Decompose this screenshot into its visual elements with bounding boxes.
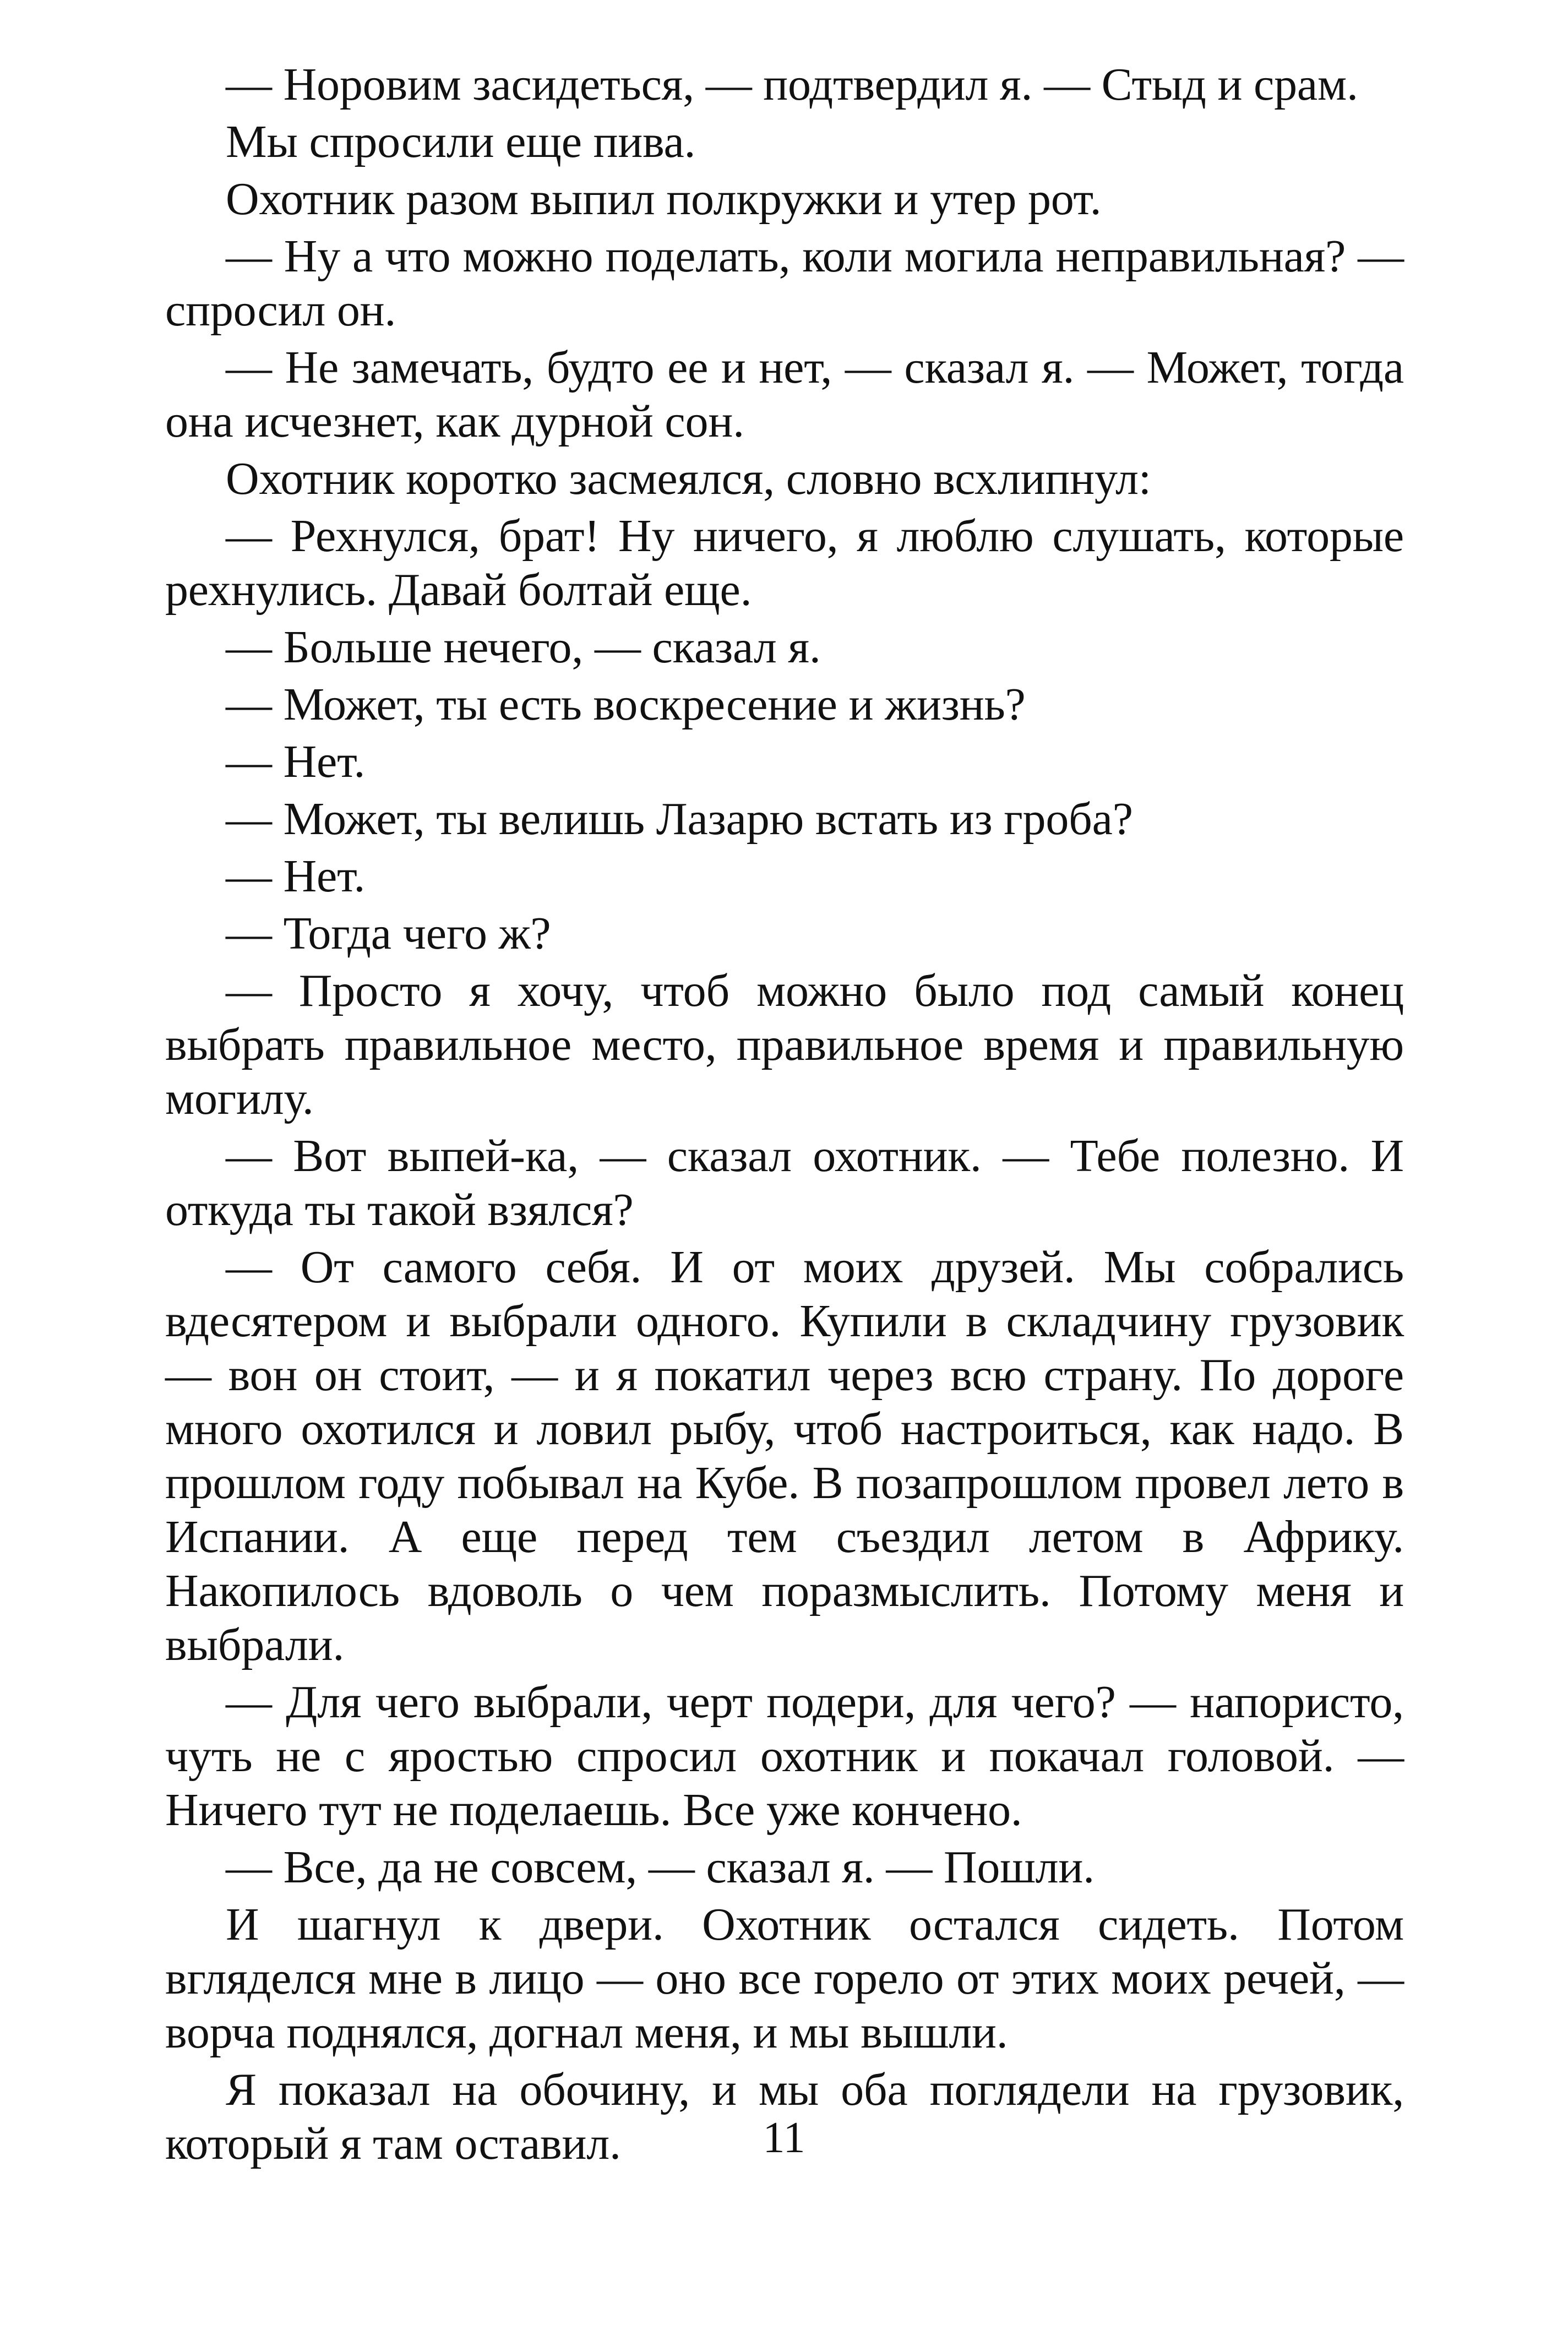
paragraph: — Просто я хочу, чтоб можно было под самый конец выбрать правильное место, правильное время и правильную могилу. [165, 965, 1404, 1124]
paragraph: — Больше нечего, — сказал я. [226, 622, 821, 673]
paragraph: Охотник разом выпил полкружки и утер рот. [226, 173, 1102, 225]
paragraph: Мы спросили еще пива. [226, 116, 696, 167]
paragraph: — Все, да не совсем, — сказал я. — Пошли. [226, 1842, 1095, 1893]
paragraph: — Ну а что можно поделать, коли могила неправильная? — спросил он. [165, 231, 1404, 336]
paragraph: — Может, ты велишь Лазарю встать из гроба? [226, 793, 1133, 845]
paragraph: — Для чего выбрали, черт подери, для чего? — напористо, чуть не с яростью спросил охотник и покачал головой. — Ничего тут не поделаешь. Все уже кончено. [165, 1676, 1404, 1836]
paragraph: — Тогда чего ж? [226, 908, 551, 959]
paragraph: — Может, ты есть воскресение и жизнь? [226, 679, 1026, 730]
paragraph: — Рехнулся, брат! Ну ничего, я люблю слушать, которые рехнулись. Давай болтай еще. [165, 510, 1404, 616]
paragraph: Я показал на обочину, и мы оба поглядели на грузовик, который я там оставил. [165, 2064, 1404, 2169]
body-text [165, 58, 1404, 2174]
paragraph: — Нет. [226, 851, 366, 902]
page-number: 11 [763, 2114, 805, 2162]
paragraph: — Норовим засидеться, — подтвердил я. — Стыд и срам. [226, 59, 1358, 110]
paragraph: И шагнул к двери. Охотник остался сидеть. Потом вгляделся мне в лицо — оно все горело от этих моих речей, — ворча поднялся, догнал меня, и мы вышли. [165, 1899, 1404, 2058]
paragraph: — Не замечать, будто ее и нет, — сказал я. — Может, тогда она исчезнет, как дурной сон. [165, 342, 1404, 447]
paragraph: — Вот выпей-ка, — сказал охотник. — Тебе полезно. И откуда ты такой взялся? [165, 1130, 1404, 1235]
paragraph: Охотник коротко засмеялся, словно всхлипнул: [226, 453, 1151, 504]
paragraph: — Нет. [226, 736, 366, 787]
paragraph: — От самого себя. И от моих друзей. Мы собрались вдесятером и выбрали одного. Купили в складчину грузовик — вон он стоит, — и я покатил через всю страну. По дороге много охотился и ловил рыбу, чтоб настроиться, как надо. В прошлом году побывал на Кубе. В позапрошлом провел лето в Испании. А еще перед тем съездил летом в Африку. Накопилось вдоволь о чем поразмыслить. Потому меня и выбрали. [165, 1242, 1404, 1670]
